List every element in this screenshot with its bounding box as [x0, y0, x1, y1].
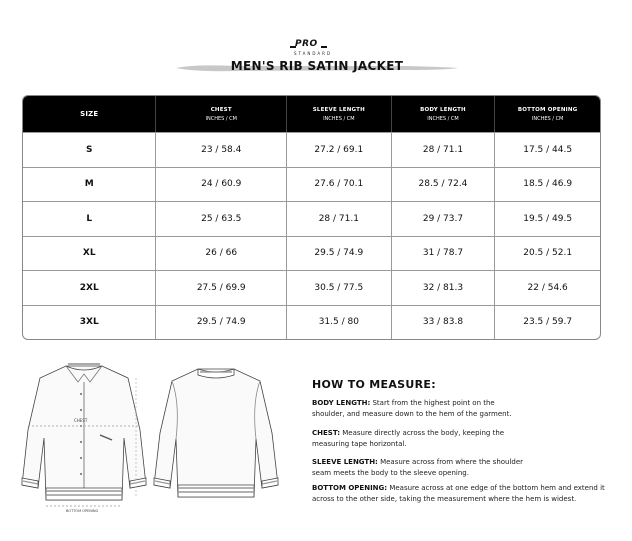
measure-instruction: Measure across from where the shoulder seam meets the body to the sleeve opening.: [312, 458, 524, 477]
table-cell: 27.2 / 69.1: [286, 132, 391, 167]
size-cell: L: [23, 201, 155, 236]
header-label: BODY LENGTH: [420, 106, 466, 113]
jacket-front-diagram: [16, 360, 152, 518]
page-title: MEN'S RIB SATIN JACKET: [230, 59, 404, 73]
how-to-body-length: [312, 398, 522, 420]
table-cell: 30.5 / 77.5: [286, 270, 391, 305]
table-cell: 28 / 71.1: [391, 132, 495, 167]
table-header-row: [23, 96, 600, 132]
measure-instruction: Start from the highest point on the shoulder, and measure down to the hem of the garment.: [312, 399, 512, 418]
measure-term: BODY LENGTH:: [312, 399, 371, 407]
table-cell: 29 / 73.7: [391, 201, 495, 236]
table-cell: 19.5 / 49.5: [494, 201, 600, 236]
table-row: [23, 236, 600, 271]
table-cell: 23 / 58.4: [155, 132, 286, 167]
header-sleeve-length: [286, 96, 391, 132]
table-cell: 27.5 / 69.9: [155, 270, 286, 305]
size-cell: XL: [23, 236, 155, 271]
table-cell: 32 / 81.3: [391, 270, 495, 305]
size-cell: M: [23, 167, 155, 202]
table-row: [23, 305, 600, 340]
size-chart-table: [22, 95, 601, 340]
chest-label: CHEST: [74, 418, 88, 423]
table-cell: 23.5 / 59.7: [494, 305, 600, 340]
table-cell: 22 / 54.6: [494, 270, 600, 305]
table-cell: 20.5 / 52.1: [494, 236, 600, 271]
title-banner: [176, 58, 458, 78]
size-cell: 2XL: [23, 270, 155, 305]
header-unit: INCHES / CM: [205, 115, 237, 122]
how-to-bottom-opening: [312, 483, 622, 505]
header-chest: [155, 96, 286, 132]
logo-subtext: STANDARD: [294, 51, 333, 56]
header-unit: INCHES / CM: [427, 115, 459, 122]
table-row: [23, 201, 600, 236]
table-cell: 31 / 78.7: [391, 236, 495, 271]
table-cell: 27.6 / 70.1: [286, 167, 391, 202]
header-unit: INCHES / CM: [531, 115, 564, 122]
size-cell: 3XL: [23, 305, 155, 340]
table-cell: 18.5 / 46.9: [494, 167, 600, 202]
header-label: SIZE: [80, 110, 99, 118]
table-cell: 33 / 83.8: [391, 305, 495, 340]
table-cell: 17.5 / 44.5: [494, 132, 600, 167]
header-label: SLEEVE LENGTH: [312, 106, 365, 113]
how-to-chest: [312, 428, 522, 450]
table-row: [23, 167, 600, 202]
measure-term: CHEST:: [312, 429, 341, 437]
table-cell: 26 / 66: [155, 236, 286, 271]
table-cell: 25 / 63.5: [155, 201, 286, 236]
table-row: [23, 132, 600, 167]
measure-term: BOTTOM OPENING:: [312, 484, 388, 492]
how-to-sleeve-length: [312, 457, 532, 479]
header-size: [23, 96, 155, 132]
header-bottom-opening: [494, 96, 600, 132]
header-unit: INCHES / CM: [323, 115, 355, 122]
measure-instruction: Measure across at one edge of the bottom hem and extend it across to the other side, taking the measurement where the hem is widest.: [312, 484, 605, 503]
jacket-back-diagram: [150, 363, 282, 515]
header-body-length: [391, 96, 495, 132]
table-cell: 31.5 / 80: [286, 305, 391, 340]
measure-term: SLEEVE LENGTH:: [312, 458, 378, 466]
table-row: [23, 270, 600, 305]
how-to-measure-title: HOW TO MEASURE:: [312, 378, 436, 391]
measure-instruction: Measure directly across the body, keeping the measuring tape horizontal.: [312, 429, 505, 448]
header-label: BOTTOM OPENING: [517, 106, 578, 113]
header-label: CHEST: [210, 106, 232, 113]
logo-text: PRO: [295, 39, 318, 49]
size-cell: S: [23, 132, 155, 167]
bottom-opening-label: BOTTOM OPENING: [66, 509, 99, 513]
table-cell: 29.5 / 74.9: [155, 305, 286, 340]
table-cell: 29.5 / 74.9: [286, 236, 391, 271]
table-cell: 28 / 71.1: [286, 201, 391, 236]
table-cell: 24 / 60.9: [155, 167, 286, 202]
logo-dash-right: [321, 46, 327, 48]
table-cell: 28.5 / 72.4: [391, 167, 495, 202]
